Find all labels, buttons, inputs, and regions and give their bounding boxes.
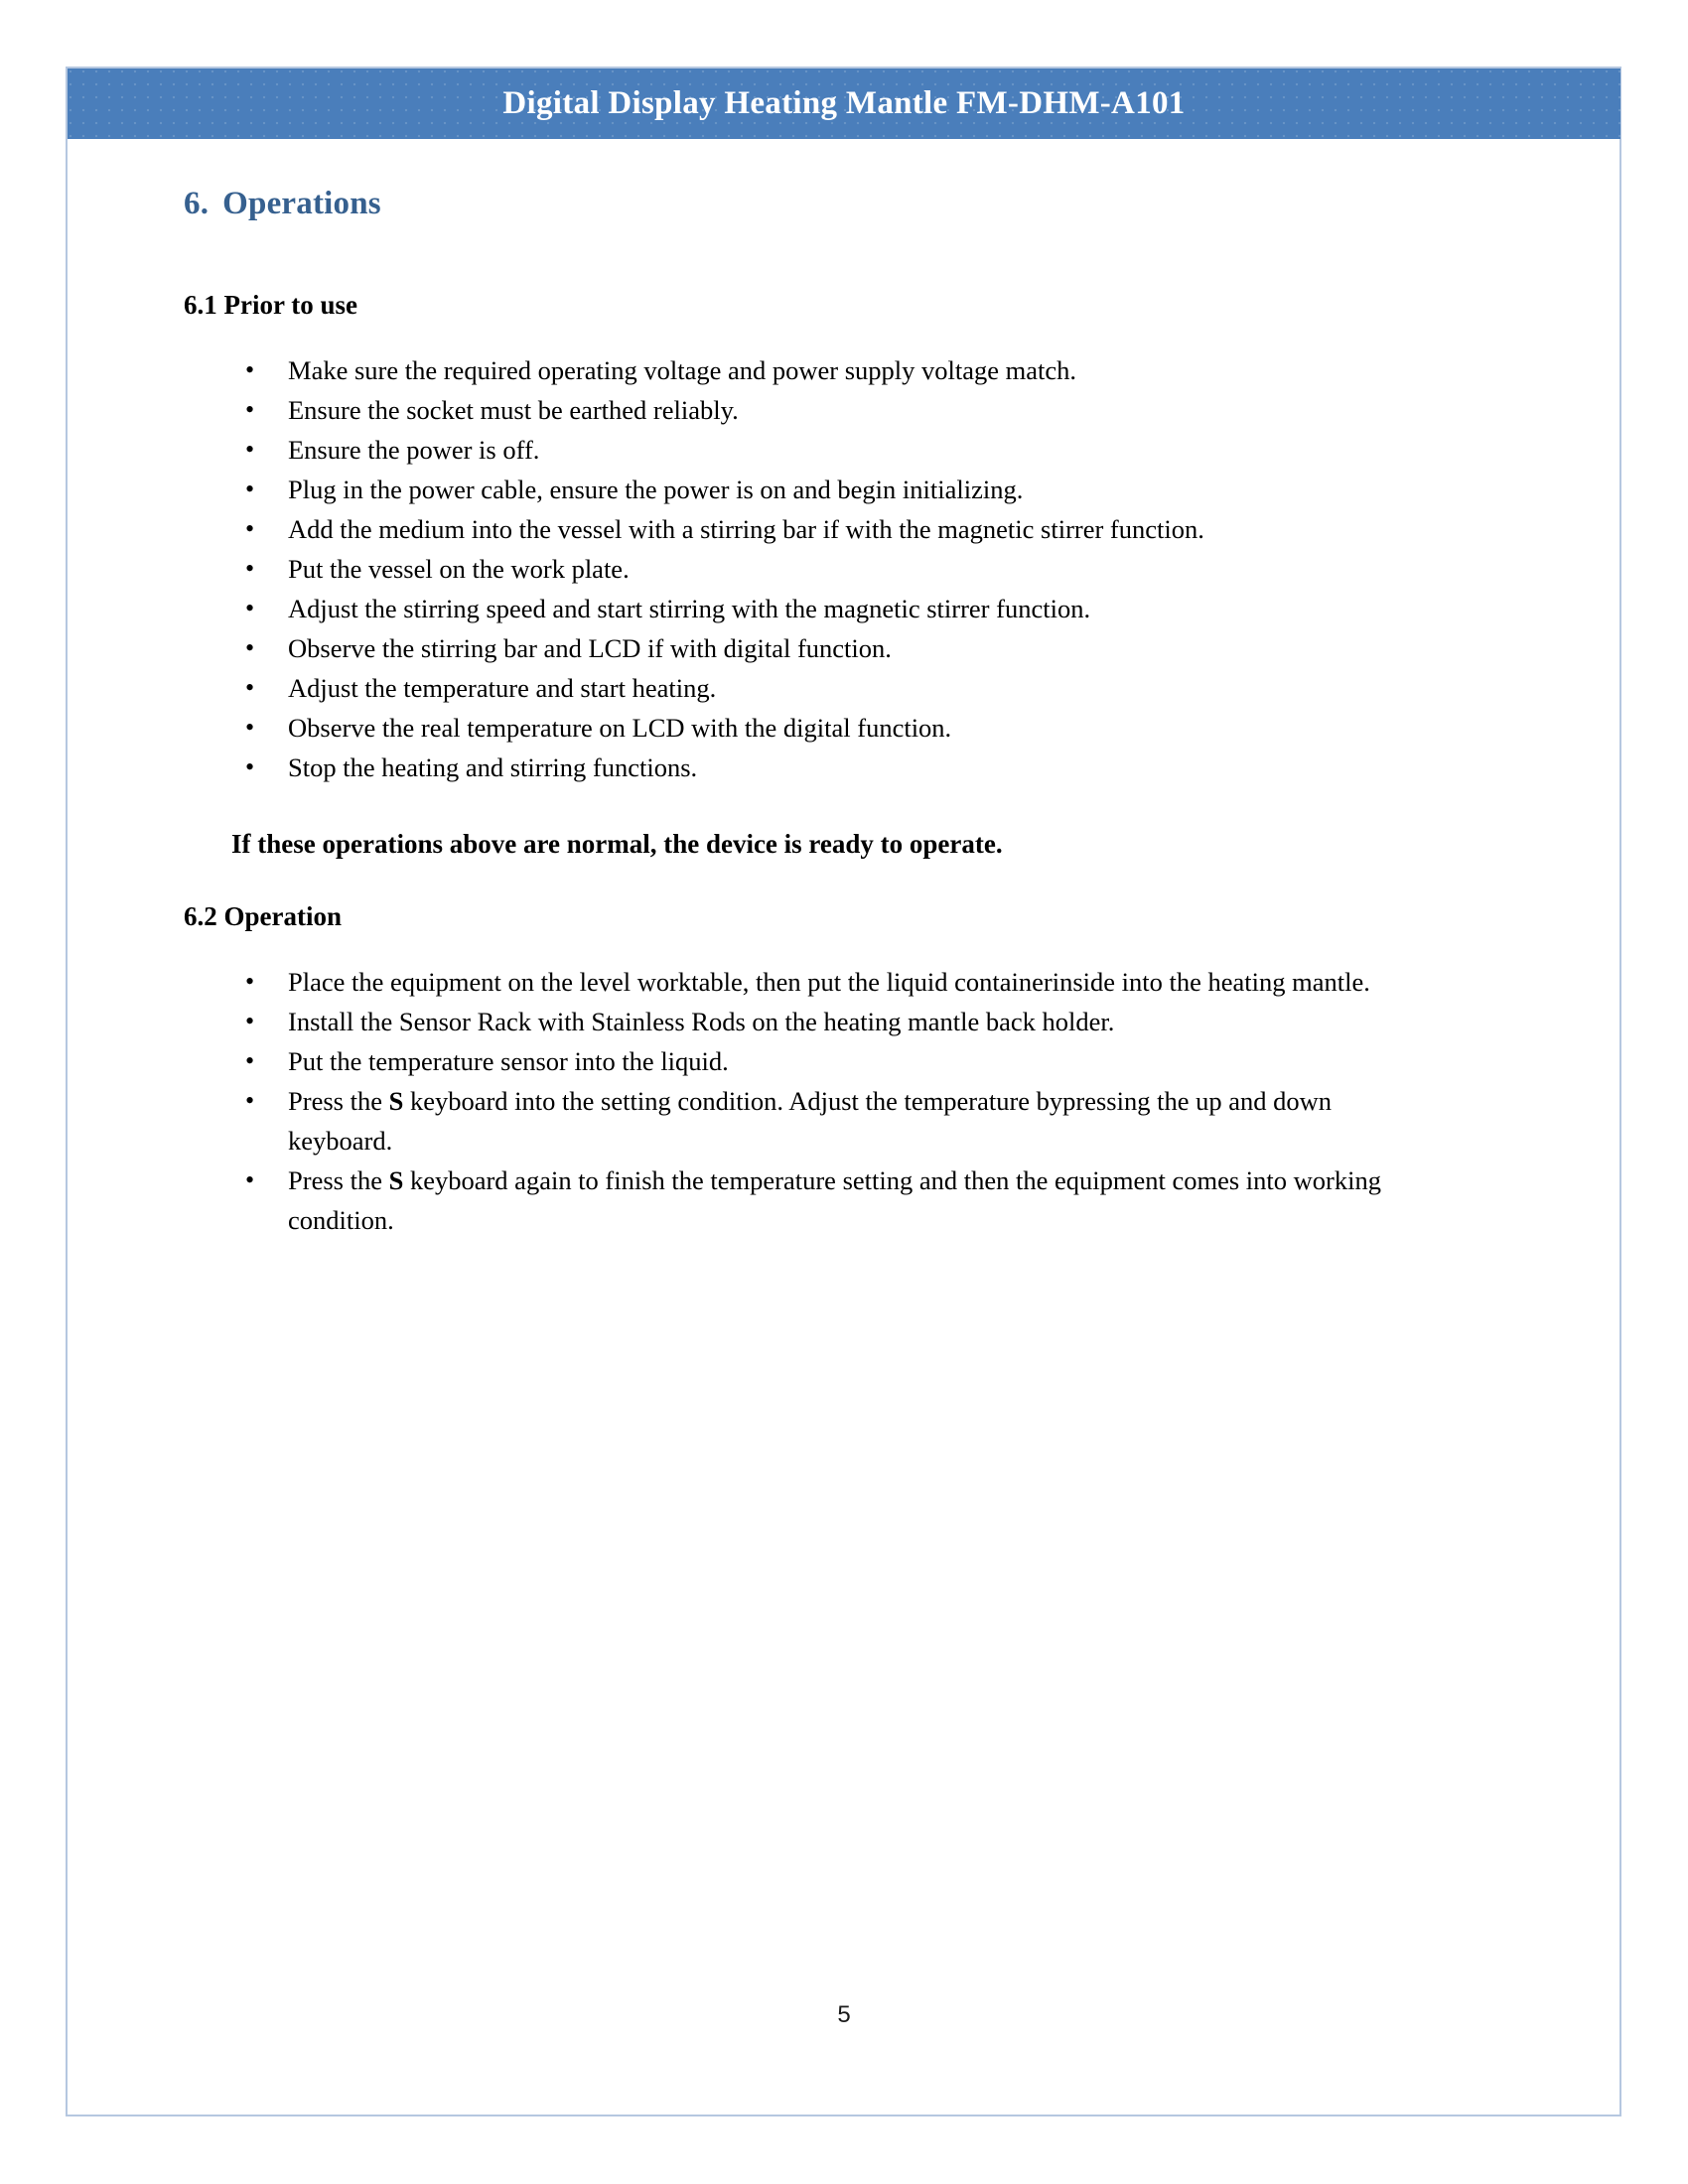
section-number: 6. [184,186,210,221]
list-item-text: Put the vessel on the work plate. [288,554,630,584]
subsection-heading-prior-to-use: 6.1 Prior to use [184,290,357,320]
list-item [184,509,1440,549]
subsection-heading-operation: 6.2 Operation [184,901,342,931]
list-item [184,628,1440,668]
list-item-text: Stop the heating and stirring functions. [288,752,698,782]
list-item [184,708,1440,748]
list-item [184,589,1440,628]
bullet-icon: • [245,475,255,503]
list-item-text: Adjust the stirring speed and start stirring with the magnetic stirrer function. [288,594,1091,623]
section-title: Operations [222,186,381,221]
list-item [184,1160,1440,1240]
bullet-icon: • [245,633,255,662]
list-item-text-part: Press the [288,1165,389,1195]
document-header-band [68,68,1620,139]
list-item-text: Make sure the required operating voltage and power supply voltage match. [288,355,1077,385]
readiness-statement: If these operations above are normal, the device is ready to operate. [231,829,1003,859]
list-item-text: Observe the stirring bar and LCD if with digital function. [288,633,892,663]
document-content [184,174,1440,1240]
page-number: 5 [837,2001,851,2028]
list-item-text: Observe the real temperature on LCD with the digital function. [288,713,952,743]
bullet-icon: • [245,967,255,996]
list-item [184,962,1440,1002]
bullet-icon: • [245,355,255,384]
list-item-text: Put the temperature sensor into the liquid. [288,1046,729,1076]
list-item [184,1081,1440,1160]
bullet-icon: • [245,435,255,464]
list-item-text: Plug in the power cable, ensure the power is on and begin initializing. [288,475,1024,504]
bullet-icon: • [245,514,255,543]
list-item-text-part: keyboard into the setting condition. Adjust the temperature bypressing the up and down keyboard. [288,1086,1333,1156]
bullet-icon: • [245,1165,255,1194]
list-item [184,390,1440,430]
bullet-icon: • [245,1007,255,1035]
bullet-icon: • [245,395,255,424]
operation-bullet-list [184,962,1440,1240]
bullet-icon: • [245,1046,255,1075]
list-item [184,470,1440,509]
bullet-icon: • [245,713,255,742]
section-heading-operations [184,174,1440,222]
list-item [184,549,1440,589]
list-item-text: Install the Sensor Rack with Stainless Rods on the heating mantle back holder. [288,1007,1115,1036]
list-item-text: Ensure the socket must be earthed reliably. [288,395,739,425]
list-item-text: Adjust the temperature and start heating. [288,673,717,703]
list-item [184,1002,1440,1041]
list-item [184,430,1440,470]
list-item-text: Place the equipment on the level worktable, then put the liquid containerinside into the heating mantle. [288,967,1370,997]
list-item [184,668,1440,708]
keyboard-key-label: S [388,1165,404,1195]
list-item [184,350,1440,390]
list-item [184,748,1440,787]
list-item [184,1041,1440,1081]
list-item-text: Ensure the power is off. [288,435,540,465]
bullet-icon: • [245,673,255,702]
list-item-text-part: keyboard again to finish the temperature setting and then the equipment comes into working condition. [288,1165,1381,1235]
bullet-icon: • [245,594,255,622]
bullet-icon: • [245,752,255,781]
prior-to-use-bullet-list [184,350,1440,787]
bullet-icon: • [245,1086,255,1115]
keyboard-key-label: S [388,1086,404,1116]
list-item-text-part: Press the [288,1086,389,1116]
bullet-icon: • [245,554,255,583]
document-title: Digital Display Heating Mantle FM-DHM-A101 [502,85,1186,121]
list-item-text: Add the medium into the vessel with a stirring bar if with the magnetic stirrer function. [288,514,1204,544]
